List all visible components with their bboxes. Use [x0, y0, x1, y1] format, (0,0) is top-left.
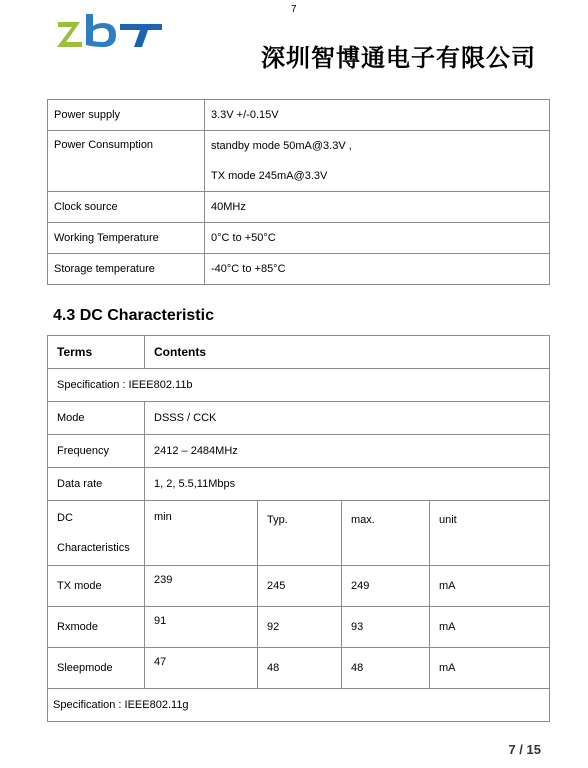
spec-label: Clock source — [48, 192, 205, 223]
data-rate-value: 1, 2, 5.5,11Mbps — [145, 468, 550, 501]
spec-value: 3.3V +/-0.15V — [205, 100, 550, 131]
row-max: 48 — [342, 648, 430, 689]
row-unit: mA — [430, 566, 550, 607]
table-row — [48, 131, 550, 192]
section-title: 4.3 DC Characteristic — [53, 307, 214, 324]
dc-unit-header: unit — [430, 501, 550, 566]
spec-label: Working Temperature — [48, 223, 205, 254]
table-row — [48, 435, 550, 468]
spec-value: 40MHz — [205, 192, 550, 223]
row-unit: mA — [430, 607, 550, 648]
spec-value-line: standby mode 50mA@3.3V , — [211, 140, 352, 152]
table-row — [48, 468, 550, 501]
mode-value: DSSS / CCK — [145, 402, 550, 435]
dc-label-line: DC — [57, 512, 73, 524]
dc-table — [47, 335, 550, 722]
table-row — [48, 254, 550, 285]
row-typ: 48 — [258, 648, 342, 689]
dc-typ-header: Typ. — [258, 501, 342, 566]
spec-value: -40°C to +85°C — [205, 254, 550, 285]
table-row — [48, 566, 550, 607]
row-min: 239 — [145, 566, 258, 607]
table-header-row — [48, 336, 550, 369]
row-min: 47 — [145, 648, 258, 689]
spec-label: Power supply — [48, 100, 205, 131]
frequency-label: Frequency — [48, 435, 145, 468]
row-min: 91 — [145, 607, 258, 648]
row-label: TX mode — [48, 566, 145, 607]
spec-b-row: Specification : IEEE802.11b — [48, 369, 550, 402]
row-typ: 92 — [258, 607, 342, 648]
row-unit: mA — [430, 648, 550, 689]
table-row — [48, 648, 550, 689]
spec-value: 0°C to +50°C — [205, 223, 550, 254]
row-label: Rxmode — [48, 607, 145, 648]
page-number-top: 7 — [291, 4, 297, 15]
table-row — [48, 192, 550, 223]
row-max: 93 — [342, 607, 430, 648]
table-row — [48, 402, 550, 435]
row-label: Sleepmode — [48, 648, 145, 689]
table-row — [48, 369, 550, 402]
data-rate-label: Data rate — [48, 468, 145, 501]
spec-g-row: Specification : IEEE802.11g — [48, 689, 550, 722]
table-row — [48, 689, 550, 722]
header-terms: Terms — [48, 336, 145, 369]
dc-min-header: min — [145, 501, 258, 566]
table-row — [48, 607, 550, 648]
header-contents: Contents — [145, 336, 550, 369]
dc-label-line: Characteristics — [57, 542, 130, 554]
row-typ: 245 — [258, 566, 342, 607]
mode-label: Mode — [48, 402, 145, 435]
spec-label: Power Consumption — [48, 131, 205, 192]
spec-label: Storage temperature — [48, 254, 205, 285]
table-row — [48, 100, 550, 131]
page-number-footer: 7 / 15 — [508, 742, 541, 757]
table-row — [48, 501, 550, 566]
company-logo — [56, 12, 166, 50]
dc-max-header: max. — [342, 501, 430, 566]
spec-value — [205, 131, 550, 192]
spec-value-line: TX mode 245mA@3.3V — [211, 170, 328, 182]
table-row — [48, 223, 550, 254]
frequency-value: 2412 – 2484MHz — [145, 435, 550, 468]
row-max: 249 — [342, 566, 430, 607]
spec-table — [47, 99, 550, 285]
dc-label — [48, 501, 145, 566]
company-name: 深圳智博通电子有限公司 — [261, 44, 536, 72]
